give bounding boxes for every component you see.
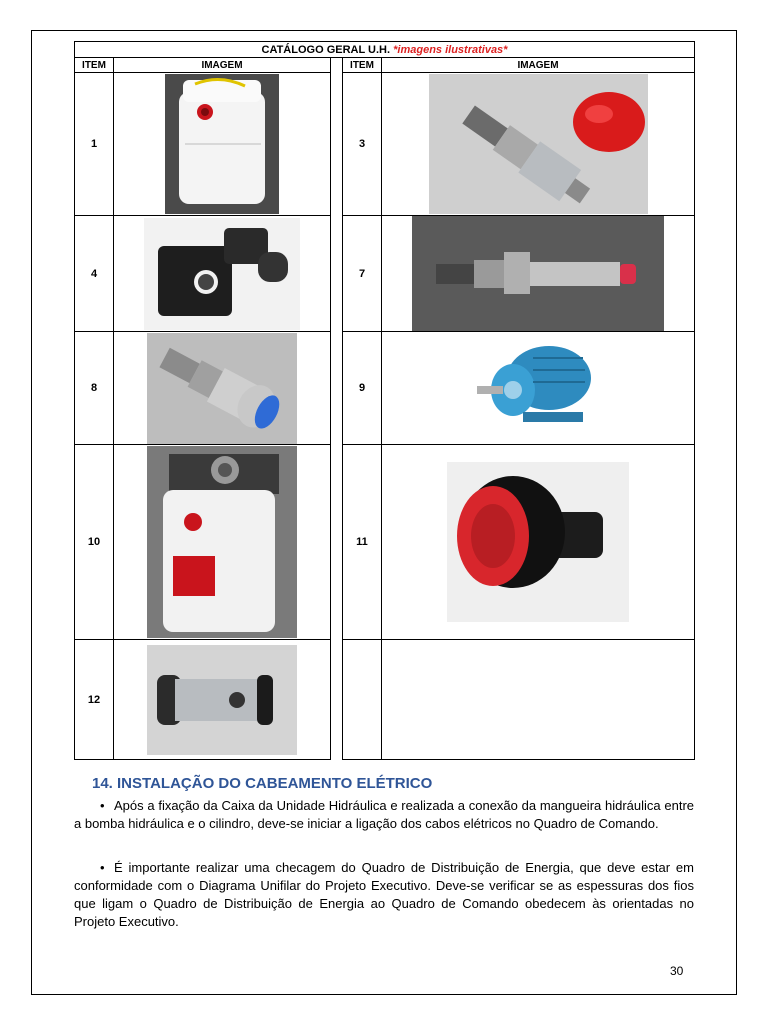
paragraph-1: [74, 797, 694, 833]
item-number: 1: [75, 73, 114, 216]
table-row: [75, 640, 695, 760]
item-number: 12: [75, 640, 114, 760]
column-header-image: IMAGEM: [382, 58, 695, 73]
item-number: 10: [75, 445, 114, 640]
item-number: 4: [75, 216, 114, 332]
catalog-title: [75, 42, 695, 58]
valve-cartridge-icon: [429, 74, 648, 214]
hydraulic-unit-icon: [147, 446, 297, 638]
table-row: [75, 73, 695, 216]
bullet-icon: •: [100, 798, 105, 813]
table-row: [75, 332, 695, 445]
reservoir-icon: [165, 74, 279, 214]
solenoid-coil-icon: [144, 218, 300, 330]
long-cartridge-icon: [412, 216, 664, 331]
column-header-image: IMAGEM: [114, 58, 331, 73]
item-number: 11: [343, 445, 382, 640]
item-number: 3: [343, 73, 382, 216]
filler-cap-icon: [447, 462, 629, 622]
item-number: 8: [75, 332, 114, 445]
section-title: 14. INSTALAÇÃO DO CABEAMENTO ELÉTRICO: [92, 775, 433, 792]
column-header-item: ITEM: [343, 58, 382, 73]
table-row: [75, 445, 695, 640]
knob-valve-icon: [147, 333, 297, 444]
item-number: 7: [343, 216, 382, 332]
paragraph-2-text: É importante realizar uma checagem do Quadro de Distribuição de Energia, que deve estar em conformidade com o Diagrama Unifilar do Projeto Executivo. Deve-se verificar se as espessuras dos fios que ligam o Quadro de Distribuição de Energia ao Quadro de Comando obedecem às orientadas no Projeto Executivo.: [74, 860, 694, 929]
catalog-table: [74, 41, 695, 760]
paragraph-2: [74, 859, 694, 931]
empty-image-cell: [382, 640, 695, 760]
page-number: 30: [670, 964, 684, 978]
catalog-title-suffix: *imagens ilustrativas*: [393, 43, 508, 56]
electric-motor-icon: [473, 338, 603, 438]
catalog-title-main: CATÁLOGO GERAL U.H.: [261, 43, 391, 56]
check-valve-icon: [147, 645, 297, 755]
bullet-icon: •: [100, 860, 105, 875]
item-number: 9: [343, 332, 382, 445]
column-header-item: ITEM: [75, 58, 114, 73]
item-number: [343, 640, 382, 760]
table-row: [75, 216, 695, 332]
paragraph-1-text: Após a fixação da Caixa da Unidade Hidráulica e realizada a conexão da mangueira hidráulica entre a bomba hidráulica e o cilindro, deve-se iniciar a ligação dos cabos elétricos no Quadro de Comando.: [74, 798, 694, 831]
